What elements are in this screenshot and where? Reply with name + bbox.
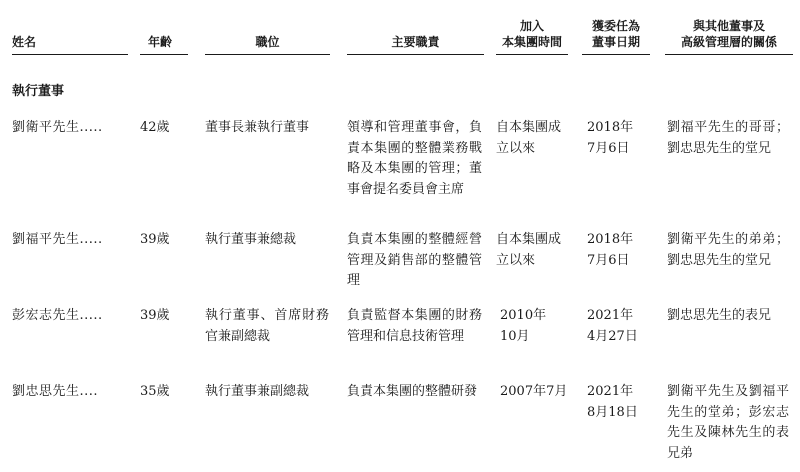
header-relation-line1: 與其他董事及 xyxy=(692,19,765,33)
header-rule-name xyxy=(12,54,128,55)
cell-duties: 負責本集團的整體研發 xyxy=(347,384,478,399)
cell-appointed: 2018年7月6日 xyxy=(587,120,634,156)
cell-position: 執行董事兼副總裁 xyxy=(205,384,310,399)
cell-age: 39歲 xyxy=(140,308,170,323)
cell-appointed: 2021年4月27日 xyxy=(587,308,638,344)
header-rule-appointed xyxy=(582,54,650,55)
cell-joined: 2010年10月 xyxy=(500,308,547,344)
cell-relation: 劉衛平先生及劉福平先生的堂弟；彭宏志先生及陳林先生的表兄弟 xyxy=(667,384,789,461)
cell-name: 劉衛平先生..... xyxy=(12,120,103,135)
cell-age: 42歲 xyxy=(140,120,170,135)
header-relation xyxy=(665,18,793,50)
cell-appointed: 2018年7月6日 xyxy=(587,232,634,268)
header-relation-line2: 高級管理層的關係 xyxy=(680,35,777,49)
cell-joined: 2007年7月 xyxy=(500,384,568,399)
header-rule-joined xyxy=(496,54,568,55)
header-position: 職位 xyxy=(255,35,280,49)
cell-relation: 劉忠思先生的表兄 xyxy=(667,308,772,323)
header-rule-relation xyxy=(665,54,793,55)
header-rule-age xyxy=(140,54,188,55)
header-rule-duties xyxy=(347,54,484,55)
header-appointed xyxy=(582,18,650,50)
section-title: 執行董事 xyxy=(12,84,65,99)
header-name: 姓名 xyxy=(12,35,37,49)
cell-duties: 負責本集團的整體經營管理及銷售部的整體管理 xyxy=(347,232,482,288)
cell-appointed: 2021年8月18日 xyxy=(587,384,638,420)
header-appointed-line2: 董事日期 xyxy=(591,35,640,49)
cell-joined: 自本集團成立以來 xyxy=(496,120,562,156)
header-joined xyxy=(496,18,568,50)
cell-age: 35歲 xyxy=(140,384,170,399)
cell-duties: 負責監督本集團的財務管理和信息技術管理 xyxy=(347,308,482,344)
cell-name: 劉福平先生..... xyxy=(12,232,103,247)
header-rule-position xyxy=(205,54,330,55)
cell-duties: 領導和管理董事會，負責本集團的整體業務戰略及本集團的管理；董事會提名委員會主席 xyxy=(347,120,482,197)
cell-position: 執行董事兼總裁 xyxy=(205,232,297,247)
cell-age: 39歲 xyxy=(140,232,170,247)
header-age: 年齡 xyxy=(148,35,173,49)
cell-relation: 劉衛平先生的弟弟；劉忠思先生的堂兄 xyxy=(667,232,789,268)
header-appointed-line1: 獲委任為 xyxy=(591,19,640,33)
cell-position: 董事長兼執行董事 xyxy=(205,120,310,135)
cell-relation: 劉福平先生的哥哥；劉忠思先生的堂兄 xyxy=(667,120,789,156)
header-joined-line2: 本集團時間 xyxy=(501,35,562,49)
header-duties: 主要職責 xyxy=(391,35,440,49)
cell-name: 彭宏志先生..... xyxy=(12,308,103,323)
cell-joined: 自本集團成立以來 xyxy=(496,232,562,268)
header-joined-line1: 加入 xyxy=(519,19,544,33)
cell-name: 劉忠思先生.... xyxy=(12,384,99,399)
cell-position: 執行董事、首席財務官兼副總裁 xyxy=(205,308,329,344)
